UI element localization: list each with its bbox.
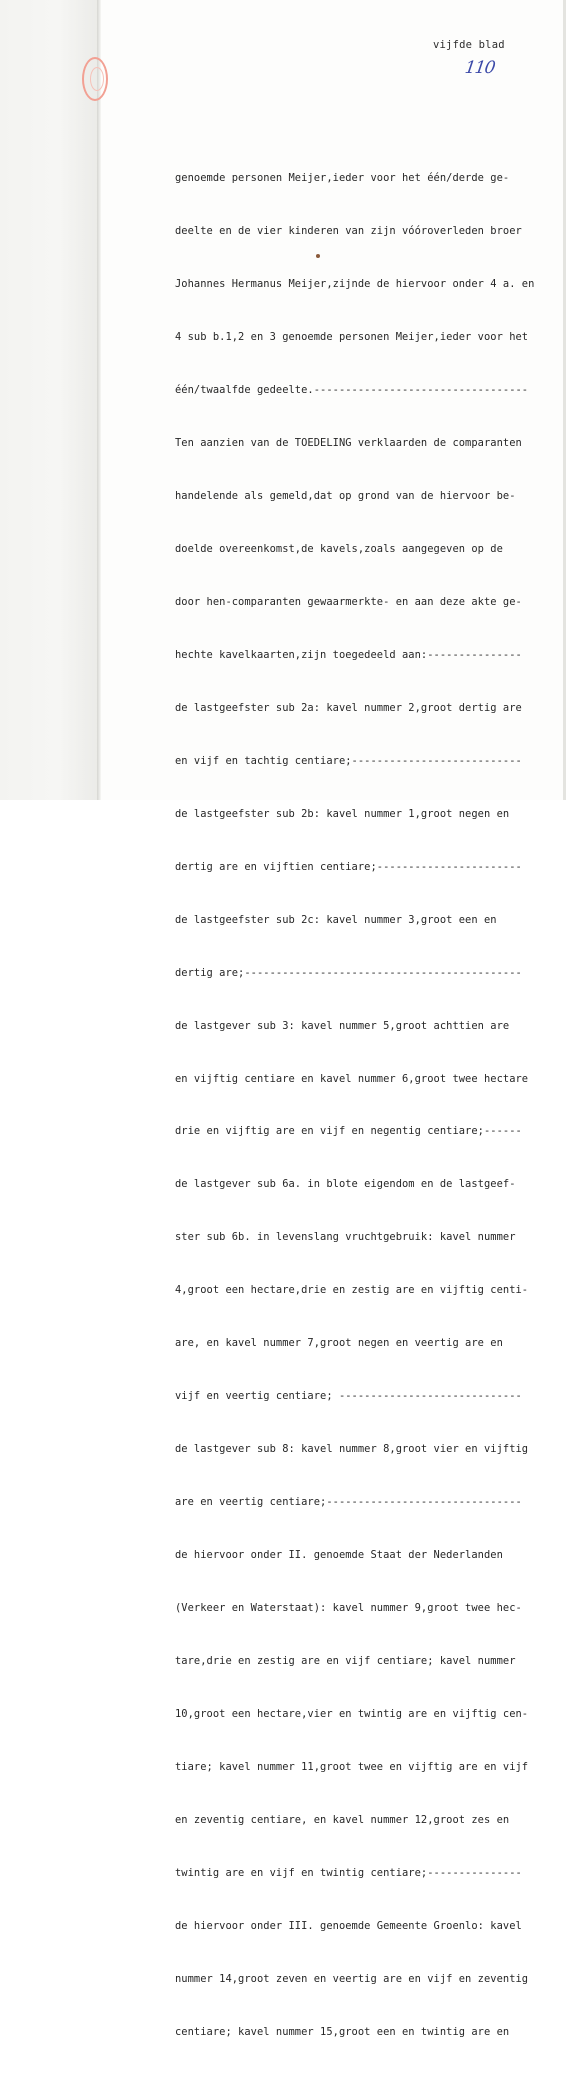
text-line: en zeventig centiare, en kavel nummer 12,groot zes en	[175, 1813, 510, 1826]
text-line: 4 sub b.1,2 en 3 genoemde personen Meijer,ieder voor het	[175, 331, 529, 344]
handwritten-page-number: 110	[463, 58, 496, 78]
text-line: twintig are en vijf en twintig centiare;---------------	[175, 1866, 522, 1879]
text-line: hechte kavelkaarten,zijn toegedeeld aan:---------------	[175, 648, 522, 661]
text-line: deelte en de vier kinderen van zijn vóóroverleden broer	[175, 225, 522, 238]
text-line: de lastgeefster sub 2c: kavel nummer 3,groot een en	[175, 913, 497, 926]
text-line: nummer 14,groot zeven en veertig are en vijf en zeventig	[175, 1972, 529, 1985]
text-line: Johannes Hermanus Meijer,zijnde de hiervoor onder 4 a. en	[175, 278, 535, 291]
text-line: (Verkeer en Waterstaat): kavel nummer 9,groot twee hec-	[175, 1602, 522, 1615]
text-line: tare,drie en zestig are en vijf centiare; kavel nummer	[175, 1655, 516, 1667]
text-line: dertig are;--------------------------------------------	[175, 966, 522, 979]
text-line: en vijftig centiare en kavel nummer 6,groot twee hectare	[175, 1072, 529, 1085]
text-line: 10,groot een hectare,vier en twintig are en vijftig cen-	[175, 1707, 529, 1720]
text-line: vijf en veertig centiare; -----------------------------	[175, 1390, 522, 1403]
text-line: are, en kavel nummer 7,groot negen en veertig are en	[175, 1337, 503, 1350]
stamp-inner-ring	[90, 67, 104, 91]
text-line: één/twaalfde gedeelte.----------------------------------	[175, 384, 529, 397]
text-line: doelde overeenkomst,de kavels,zoals aangegeven op de	[175, 542, 503, 555]
text-line: de lastgever sub 8: kavel nummer 8,groot vier en vijftig	[175, 1443, 529, 1456]
text-line: de hiervoor onder II. genoemde Staat der Nederlanden	[175, 1549, 503, 1562]
text-line: de lastgever sub 3: kavel nummer 5,groot achttien are	[175, 1019, 510, 1032]
text-line: de lastgeefster sub 2b: kavel nummer 1,groot negen en	[175, 807, 510, 820]
text-line: dertig are en vijftien centiare;-----------------------	[175, 860, 522, 873]
text-line: de lastgever sub 6a. in blote eigendom en de lastgeef-	[175, 1178, 516, 1191]
red-stamp-icon	[82, 57, 108, 101]
text-line: are en veertig centiare;-------------------------------	[175, 1496, 522, 1509]
text-line: handelende als gemeld,dat op grond van de hiervoor be-	[175, 490, 516, 503]
text-line: en vijf en tachtig centiare;---------------------------	[175, 754, 522, 767]
text-line: tiare; kavel nummer 11,groot twee en vijftig are en vijf	[175, 1760, 529, 1773]
text-line: genoemde personen Meijer,ieder voor het één/derde ge-	[175, 172, 510, 185]
text-line: ster sub 6b. in levenslang vruchtgebruik: kavel nummer	[175, 1231, 516, 1244]
text-line: drie en vijftig are en vijf en negentig centiare;------	[175, 1125, 522, 1138]
text-line: de lastgeefster sub 2a: kavel nummer 2,groot dertig are	[175, 701, 522, 714]
text-line: 4,groot een hectare,drie en zestig are en vijftig centi-	[175, 1284, 529, 1297]
page-heading: vijfde blad	[433, 39, 505, 51]
binding-margin	[0, 0, 98, 800]
text-line: door hen-comparanten gewaarmerkte- en aan deze akte ge-	[175, 595, 522, 608]
page-fold-shadow	[97, 0, 101, 800]
deed-body-text	[175, 135, 563, 2077]
text-line: de hiervoor onder III. genoemde Gemeente Groenlo: kavel	[175, 1919, 522, 1932]
text-line: centiare; kavel nummer 15,groot een en twintig are en	[175, 2025, 510, 2038]
text-line: Ten aanzien van de TOEDELING verklaarden de comparanten	[175, 437, 522, 450]
